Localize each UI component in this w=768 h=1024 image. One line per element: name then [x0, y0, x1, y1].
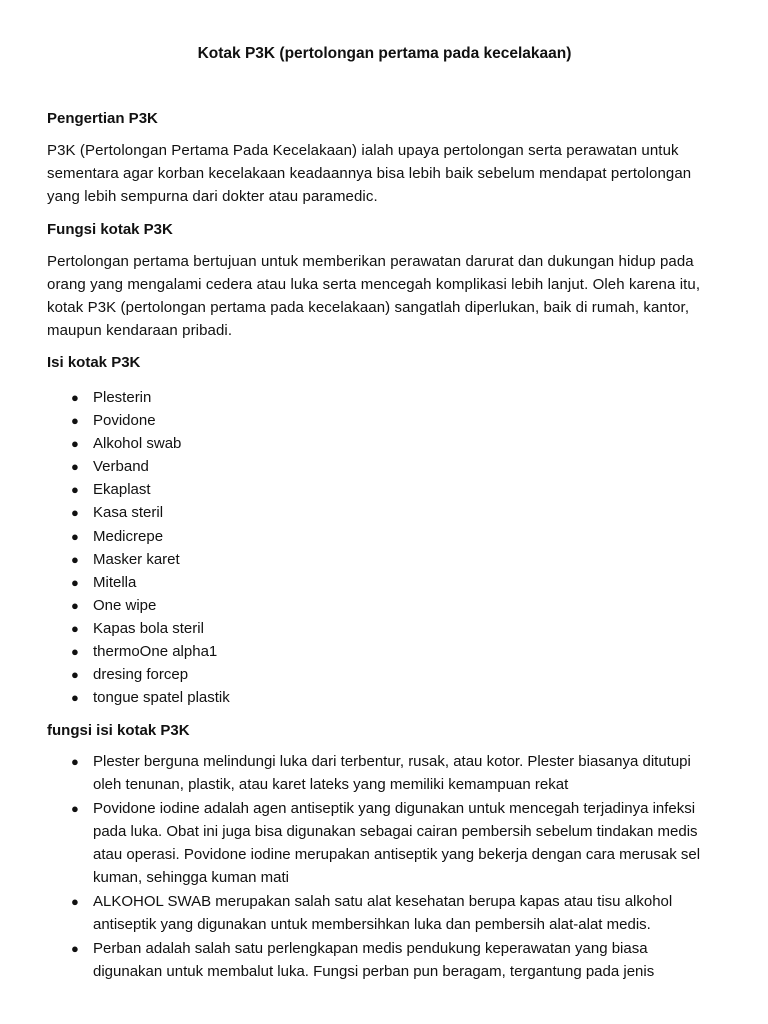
list-item [47, 797, 722, 889]
list-item-text: Plesterin [93, 389, 152, 406]
list-item [47, 750, 722, 796]
bullet-icon: ● [71, 413, 79, 429]
bullet-icon: ● [71, 482, 79, 498]
list-item-text: Alkohol swab [93, 435, 182, 453]
list-item [47, 640, 722, 663]
list-item [47, 409, 722, 432]
list-item-text: One wipe [93, 596, 157, 614]
bullet-icon: ● [71, 620, 79, 636]
list-item [47, 594, 722, 617]
list-item-text: Kapas bola steril [93, 619, 204, 637]
paragraph-pengertian: P3K (Pertolongan Pertama Pada Kecelakaan) ialah upaya pertolongan serta perawatan untuk sementara agar korban kecelakaan keadaannya bisa lebih baik sebelum mendapat pertolongan yang lebih sempurna dari dokter atau paramedic. [47, 142, 692, 205]
list-item-text: ALKOHOL SWAB merupakan salah satu alat kesehatan berupa kapas atau tisu alkohol antiseptik yang digunakan untuk membersihkan luka dan pembersih alat-alat medis. [93, 893, 673, 934]
list-item-text: Ekaplast [93, 481, 151, 499]
bullet-icon: ● [71, 754, 79, 770]
list-item-text: Plester berguna melindungi luka dari terbentur, rusak, atau kotor. Plester biasanya ditutupi oleh tenunan, plastik, atau karet lateks yang memiliki kemampuan rekat [93, 753, 691, 794]
list-item [47, 478, 722, 501]
list-item [47, 571, 722, 594]
bullet-icon: ● [71, 644, 79, 660]
section-heading-isi: Isi kotak P3K [47, 354, 141, 371]
section-heading-pengertian: Pengertian P3K [47, 110, 158, 127]
bullet-icon: ● [71, 551, 79, 567]
bullet-icon: ● [71, 505, 79, 521]
list-item [47, 501, 722, 524]
bullet-icon: ● [71, 597, 79, 613]
bullet-icon: ● [71, 801, 79, 817]
section-heading-fungsi-isi: fungsi isi kotak P3K [47, 722, 190, 740]
list-item [47, 386, 722, 409]
list-item [47, 937, 722, 983]
list-item-text: Perban adalah salah satu perlengkapan medis pendukung keperawatan yang biasa digunakan untuk membalut luka. Fungsi perban pun beragam, tergantung pada jenis [93, 940, 655, 981]
list-item [47, 686, 722, 709]
list-item-text: tongue spatel plastik [93, 689, 230, 707]
list-item-text: Masker karet [93, 550, 180, 568]
list-item-text: Verband [93, 458, 149, 476]
bullet-icon: ● [71, 690, 79, 706]
list-item-text: Medicrepe [93, 527, 164, 545]
bullet-icon: ● [71, 667, 79, 683]
bullet-icon: ● [71, 390, 79, 405]
bullet-icon: ● [71, 894, 79, 910]
bullet-icon: ● [71, 574, 79, 590]
list-item-text: Povidone iodine adalah agen antiseptik yang digunakan untuk mencegah terjadinya infeksi pada luka. Obat ini juga bisa digunakan sebagai cairan pembersih sebelum tindakan medis atau operasi. Povidone iodine merupakan antiseptik yang bekerja dengan cara merusak sel kuman, sehingga kuman mati [93, 800, 701, 887]
isi-list [47, 386, 722, 709]
list-item-text: dresing forcep [93, 666, 189, 684]
bullet-icon: ● [71, 528, 79, 544]
list-item [47, 663, 722, 686]
list-item [47, 548, 722, 571]
list-item-text: thermoOne alpha1 [93, 643, 218, 661]
document-title: Kotak P3K (pertolongan pertama pada kecelakaan) [197, 45, 572, 62]
list-item [47, 525, 722, 548]
bullet-icon: ● [71, 436, 79, 452]
paragraph-fungsi: Pertolongan pertama bertujuan untuk memberikan perawatan darurat dan dukungan hidup pada orang yang mengalami cedera atau luka serta mencegah komplikasi lebih lanjut. Oleh karena itu, kotak P3K (pertolongan pertama pada kecelakaan) sangatlah diperlukan, baik di rumah, kantor, maupun kendaraan pribadi. [47, 253, 701, 339]
bullet-icon: ● [71, 459, 79, 475]
fungsi-isi-list [47, 750, 722, 983]
section-heading-fungsi: Fungsi kotak P3K [47, 221, 173, 238]
list-item-text: Mitella [93, 573, 137, 591]
list-item-text: Povidone [93, 412, 156, 430]
list-item [47, 617, 722, 640]
list-item [47, 455, 722, 478]
list-item [47, 432, 722, 455]
bullet-icon: ● [71, 941, 79, 957]
list-item [47, 890, 722, 936]
list-item-text: Kasa steril [93, 504, 164, 522]
